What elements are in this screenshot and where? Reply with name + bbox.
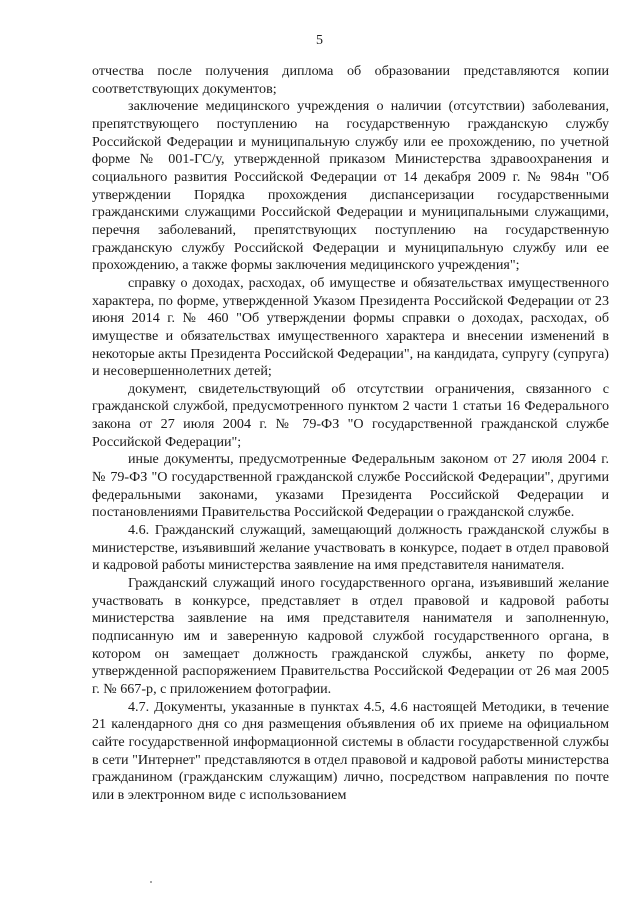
paragraph-4-7: 4.7. Документы, указанные в пунктах 4.5, 4.6 настоящей Методики, в течение 21 календарного дня со дня размещения объявления об их приеме на официальном сайте государственной информационной системы в области государственной службы в сети "Интернет" представляются в отдел правовой и кадровой работы министерства гражданином (гражданским служащим) лично, посредством направления по почте или в электронном виде с использованием <box>92 698 609 803</box>
paragraph-income-statement: справку о доходах, расходах, об имуществе и обязательствах имущественного характера, по форме, утвержденной Указом Президента Российской Федерации от 23 июня 2014 г. № 460 "Об утверждении формы справки о доходах, расходах, об имуществе и обязательствах имущественного характера и внесении изменений в некоторые акты Президента Российской Федерации", на кандидата, супругу (супруга) и несовершеннолетних детей; <box>92 274 609 380</box>
paragraph-other-agency-employee: Гражданский служащий иного государственного органа, изъявивший желание участвовать в конкурсе, представляет в отдел правовой и кадровой работы министерства заявление на имя представителя нанимателя и заполненную, подписанную им и заверенную кадровой службой государственного органа, в котором он замещает должность гражданской службы, анкету по форме, утвержденной распоряжением Правительства Российской Федерации от 26 мая 2005 г. № 667-р, с приложением фотографии. <box>92 575 609 697</box>
scan-speck <box>150 881 152 883</box>
paragraph-no-restrictions-document: документ, свидетельствующий об отсутствии ограничения, связанного с гражданской службой, предусмотренного пунктом 2 части 1 статьи 16 Федерального закона от 27 июля 2004 г. № 79-ФЗ "О государственной гражданской службе Российской Федерации"; <box>92 380 609 450</box>
page-number: 5 <box>316 33 323 48</box>
body-text <box>92 63 609 805</box>
paragraph-4-6: 4.6. Гражданский служащий, замещающий должность гражданской службы в министерстве, изъявивший желание участвовать в конкурсе, подает в отдел правовой и кадровой работы министерства заявление на имя представителя нанимателя. <box>92 522 609 574</box>
paragraph-medical-certificate: заключение медицинского учреждения о наличии (отсутствии) заболевания, препятствующего поступлению на государственную гражданскую службу Российской Федерации и муниципальную службу или ее прохождению, по учетной форме № 001-ГС/у, утвержденной приказом Министерства здравоохранения и социального развития Российской Федерации от 14 декабря 2009 г. № 984н "Об утверждении Порядка прохождения диспансеризации государственными гражданскими служащими Российской Федерации и муниципальными служащими, перечня заболеваний, препятствующих поступлению на государственную гражданскую службу Российской Федерации и муниципальную службу или ее прохождению, а также формы заключения медицинского учреждения"; <box>92 98 609 274</box>
paragraph-other-documents: иные документы, предусмотренные Федеральным законом от 27 июля 2004 г. № 79-ФЗ "О государственной гражданской службе Российской Федерации", другими федеральными законами, указами Президента Российской Федерации и постановлениями Правительства Российской Федерации о гражданской службе. <box>92 451 609 521</box>
paragraph-continuation: отчества после получения диплома об образовании представляются копии соответствующих документов; <box>92 63 609 97</box>
